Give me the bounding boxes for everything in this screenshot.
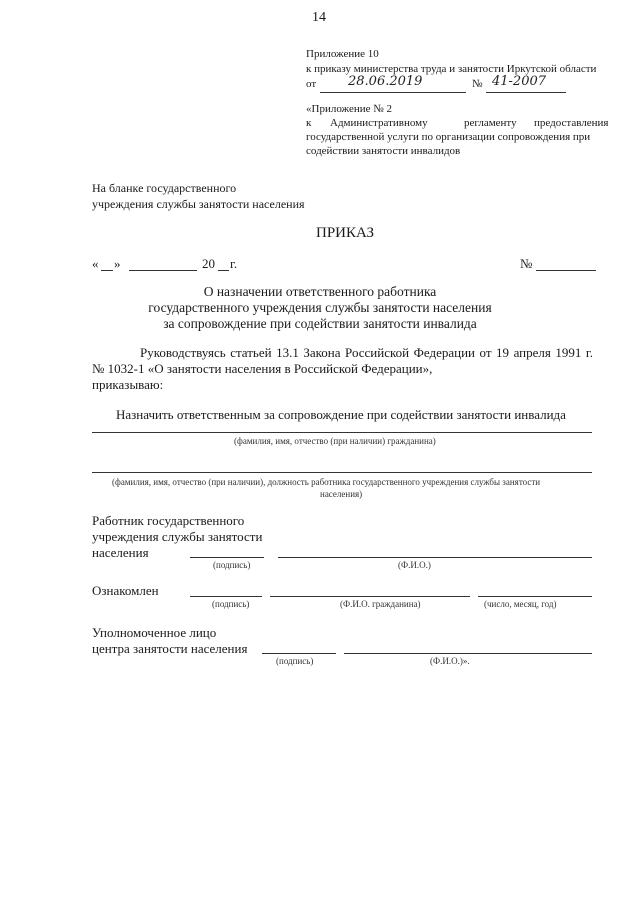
authorized-signature-line: [262, 653, 336, 654]
letterhead-line-1: На бланке государственного: [92, 181, 237, 195]
preamble-word: Федерации: [413, 345, 476, 360]
citizen-signature-line: [190, 596, 262, 597]
worker-fio-line: [278, 557, 592, 558]
authorized-fio-line: [344, 653, 592, 654]
preamble-word: от: [479, 345, 492, 360]
preamble-line-2: № 1032-1 «О занятости населения в Российской Федерации»,: [92, 361, 433, 376]
worker-label-1: Работник государственного: [92, 513, 245, 528]
appendix-date-line: [320, 92, 466, 93]
day-blank: [101, 270, 113, 271]
preamble-word: статьей: [230, 345, 272, 360]
worker-name-caption-2: населения): [320, 489, 363, 499]
order-title: ПРИКАЗ: [316, 225, 374, 241]
preamble-line-3: приказываю:: [92, 377, 164, 392]
worker-name-line: [92, 472, 592, 473]
worker-label-3: населения: [92, 545, 149, 560]
authorized-label-1: Уполномоченное лицо: [92, 625, 217, 640]
appendix-10-line: к приказу министерства труда и занятости Иркутской области: [306, 63, 597, 75]
authorized-fio-caption: (Ф.И.О.)».: [430, 656, 470, 666]
worker-signature-line: [190, 557, 264, 558]
subject-line-2: государственного учреждения службы занятости населения: [148, 300, 492, 315]
year-blank: [218, 270, 229, 271]
letterhead-line-2: учреждения службы занятости населения: [92, 197, 305, 211]
year-prefix: 20: [202, 256, 215, 271]
citizen-date-caption: (число, месяц, год): [484, 599, 557, 609]
acquainted-label: Ознакомлен: [92, 583, 159, 598]
preamble-word: апреля: [513, 345, 551, 360]
appendix-2-w2: регламенту: [464, 117, 517, 129]
appendix-2-w1: Административному: [330, 117, 428, 129]
date-quote-close: »: [114, 256, 121, 271]
preamble-word: Закона: [303, 345, 341, 360]
preamble-word: г.: [585, 345, 593, 360]
appoint-text: Назначить ответственным за сопровождение при содействии занятости инвалида: [116, 407, 566, 422]
appendix-2-title: «Приложение № 2: [306, 103, 393, 115]
appendix-2-w3: предоставления: [534, 117, 609, 129]
authorized-label-2: центра занятости населения: [92, 641, 248, 656]
appendix-date-handwritten: 28.06.2019: [348, 74, 423, 89]
appendix-number-line: [486, 92, 566, 93]
year-suffix: г.: [230, 256, 238, 271]
worker-signature-caption: (подпись): [213, 560, 251, 570]
appendix-10-title: Приложение 10: [306, 48, 379, 60]
subject-line-3: за сопровождение при содействии занятости инвалида: [163, 316, 477, 331]
citizen-signature-caption: (подпись): [212, 599, 250, 609]
citizen-date-line: [478, 596, 592, 597]
order-number-label: №: [520, 256, 533, 271]
preamble-word: Руководствуясь: [140, 345, 226, 360]
appendix-from-label: от: [306, 78, 317, 90]
citizen-name-caption: (фамилия, имя, отчество (при наличии) гражданина): [234, 436, 436, 446]
citizen-fio-caption: (Ф.И.О. гражданина): [340, 599, 421, 609]
subject-line-1: О назначении ответственного работника: [203, 284, 437, 299]
worker-name-caption-1: (фамилия, имя, отчество (при наличии), должность работника государственного учреждения службы занятости: [112, 477, 541, 487]
appendix-number-handwritten: 41-2007: [492, 74, 547, 89]
worker-label-2: учреждения службы занятости: [92, 529, 263, 544]
page-number: 14: [312, 10, 326, 25]
authorized-signature-caption: (подпись): [276, 656, 314, 666]
preamble-word: Российской: [345, 345, 410, 360]
preamble-word: 13.1: [276, 345, 299, 360]
preamble-word: 1991: [555, 345, 582, 360]
appendix-number-label: №: [472, 78, 483, 90]
date-quote-open: «: [92, 256, 99, 271]
appendix-2-k: к: [306, 117, 312, 129]
appendix-2-line2: государственной услуги по организации сопровождения при: [306, 131, 591, 143]
order-number-blank: [536, 270, 596, 271]
preamble-word: 19: [496, 345, 510, 360]
month-blank: [129, 270, 197, 271]
worker-fio-caption: (Ф.И.О.): [398, 560, 431, 570]
appendix-2-line3: содействии занятости инвалидов: [306, 145, 461, 157]
citizen-name-line: [92, 432, 592, 433]
citizen-fio-line: [270, 596, 470, 597]
